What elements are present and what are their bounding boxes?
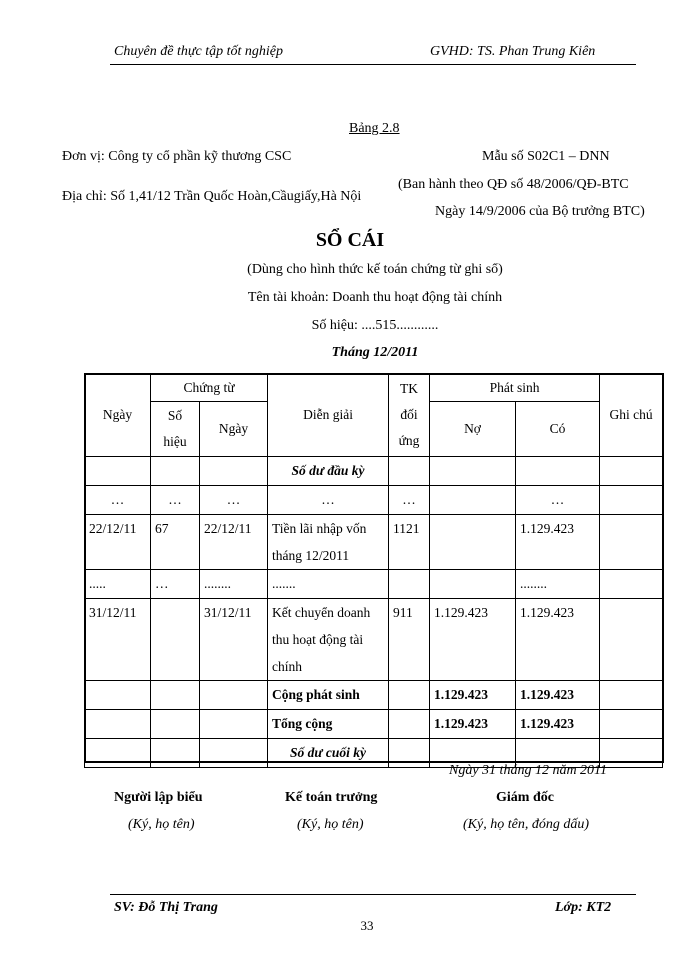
page-subtitle: (Dùng cho hình thức kế toán chứng từ ghi sổ) [247, 262, 503, 277]
table-row-ellipsis [85, 486, 663, 515]
ellipsis-cell: … [85, 486, 151, 515]
description-line: thu hoạt động tài [272, 632, 364, 647]
description-line: Kết chuyển doanh [272, 605, 371, 620]
total-activity-credit: 1.129.423 [516, 681, 600, 710]
col-header-amounts: Phát sinh [430, 374, 600, 402]
entry-debit [430, 515, 516, 570]
ellipsis-cell: ........ [200, 570, 268, 599]
footer-student: SV: Đỗ Thị Trang [114, 900, 218, 915]
ledger-table [84, 373, 663, 768]
header-rule [110, 64, 636, 65]
director-note: (Ký, họ tên, đóng dấu) [463, 817, 589, 832]
page-number: 33 [360, 918, 374, 933]
preparer-title: Người lập biểu [114, 790, 203, 805]
page-title: SỔ CÁI [315, 229, 385, 251]
entry-contra-account: 1121 [389, 515, 430, 570]
issued-date: Ngày 14/9/2006 của Bộ trưởng BTC) [435, 204, 645, 219]
closing-balance-label: Số dư cuối kỳ [268, 739, 389, 768]
grand-total-label: Tổng cộng [268, 710, 389, 739]
ellipsis-cell: ..... [85, 570, 151, 599]
table-row-entry-2 [85, 599, 663, 681]
entry-voucher-date: 22/12/11 [200, 515, 268, 570]
form-number: Mẫu số S02C1 – DNN [482, 149, 610, 164]
col-header-voucher-no [151, 402, 200, 457]
header-right: GVHD: TS. Phan Trung Kiên [430, 44, 596, 59]
grand-total-debit: 1.129.423 [430, 710, 516, 739]
ellipsis-cell: … [151, 486, 200, 515]
header-left: Chuyên đề thực tập tốt nghiệp [114, 44, 283, 59]
description-line: chính [272, 659, 303, 674]
entry-debit: 1.129.423 [430, 599, 516, 681]
so-line-1: Số [167, 408, 183, 423]
account-name: Tên tài khoản: Doanh thu hoạt động tài chính [247, 290, 503, 305]
col-header-debit: Nợ [430, 402, 516, 457]
table-row-dots [85, 570, 663, 599]
col-header-description: Diễn giải [268, 374, 389, 457]
entry-credit: 1.129.423 [516, 515, 600, 570]
col-header-voucher: Chứng từ [151, 374, 268, 402]
ellipsis-cell: … [389, 486, 430, 515]
account-number: Số hiệu: ....515............ [311, 318, 439, 333]
table-row-grand-total [85, 710, 663, 739]
opening-balance-label: Số dư đầu kỳ [268, 457, 389, 486]
issued-by: (Ban hành theo QĐ số 48/2006/QĐ-BTC [398, 177, 629, 192]
ellipsis-cell: … [268, 486, 389, 515]
entry-contra-account: 911 [389, 599, 430, 681]
col-header-date: Ngày [85, 374, 151, 457]
ellipsis-cell: … [200, 486, 268, 515]
footer-class: Lớp: KT2 [555, 900, 612, 915]
unit-address: Địa chỉ: Số 1,41/12 Trần Quốc Hoàn,Cầugiấy,Hà Nội [62, 189, 362, 204]
entry-description [268, 515, 389, 570]
col-header-credit: Có [516, 402, 600, 457]
ellipsis-cell: ........ [516, 570, 600, 599]
ellipsis-cell: … [151, 570, 200, 599]
entry-credit: 1.129.423 [516, 599, 600, 681]
accountant-title: Kế toán trưởng [285, 790, 378, 805]
accountant-note: (Ký, họ tên) [297, 817, 364, 832]
tk-line-3: ứng [398, 433, 420, 448]
entry-voucher-no [151, 599, 200, 681]
table-row-total-activity [85, 681, 663, 710]
ellipsis-cell: … [516, 486, 600, 515]
total-activity-label: Cộng phát sinh [268, 681, 389, 710]
preparer-note: (Ký, họ tên) [128, 817, 195, 832]
entry-voucher-date: 31/12/11 [200, 599, 268, 681]
tk-line-2: đối [400, 407, 418, 422]
total-activity-debit: 1.129.423 [430, 681, 516, 710]
description-line: Tiền lãi nhập vốn [272, 521, 367, 536]
col-header-voucher-date: Ngày [200, 402, 268, 457]
table-row-entry-1 [85, 515, 663, 570]
description-line: tháng 12/2011 [272, 548, 350, 563]
entry-date: 31/12/11 [85, 599, 151, 681]
period: Tháng 12/2011 [331, 345, 419, 360]
director-title: Giám đốc [496, 790, 554, 805]
footer-rule [110, 894, 636, 895]
ellipsis-cell: ....... [268, 570, 389, 599]
entry-date: 22/12/11 [85, 515, 151, 570]
grand-total-credit: 1.129.423 [516, 710, 600, 739]
tk-line-1: TK [400, 381, 419, 396]
so-line-2: hiệu [163, 434, 187, 449]
unit-name: Đơn vị: Công ty cổ phần kỹ thương CSC [62, 149, 292, 164]
entry-voucher-no: 67 [151, 515, 200, 570]
table-label: Bảng 2.8 [349, 121, 400, 136]
col-header-notes: Ghi chú [600, 374, 663, 457]
signature-date: Ngày 31 tháng 12 năm 2011 [449, 763, 608, 778]
col-header-contra-account [389, 374, 430, 457]
table-row-opening [85, 457, 663, 486]
entry-description [268, 599, 389, 681]
